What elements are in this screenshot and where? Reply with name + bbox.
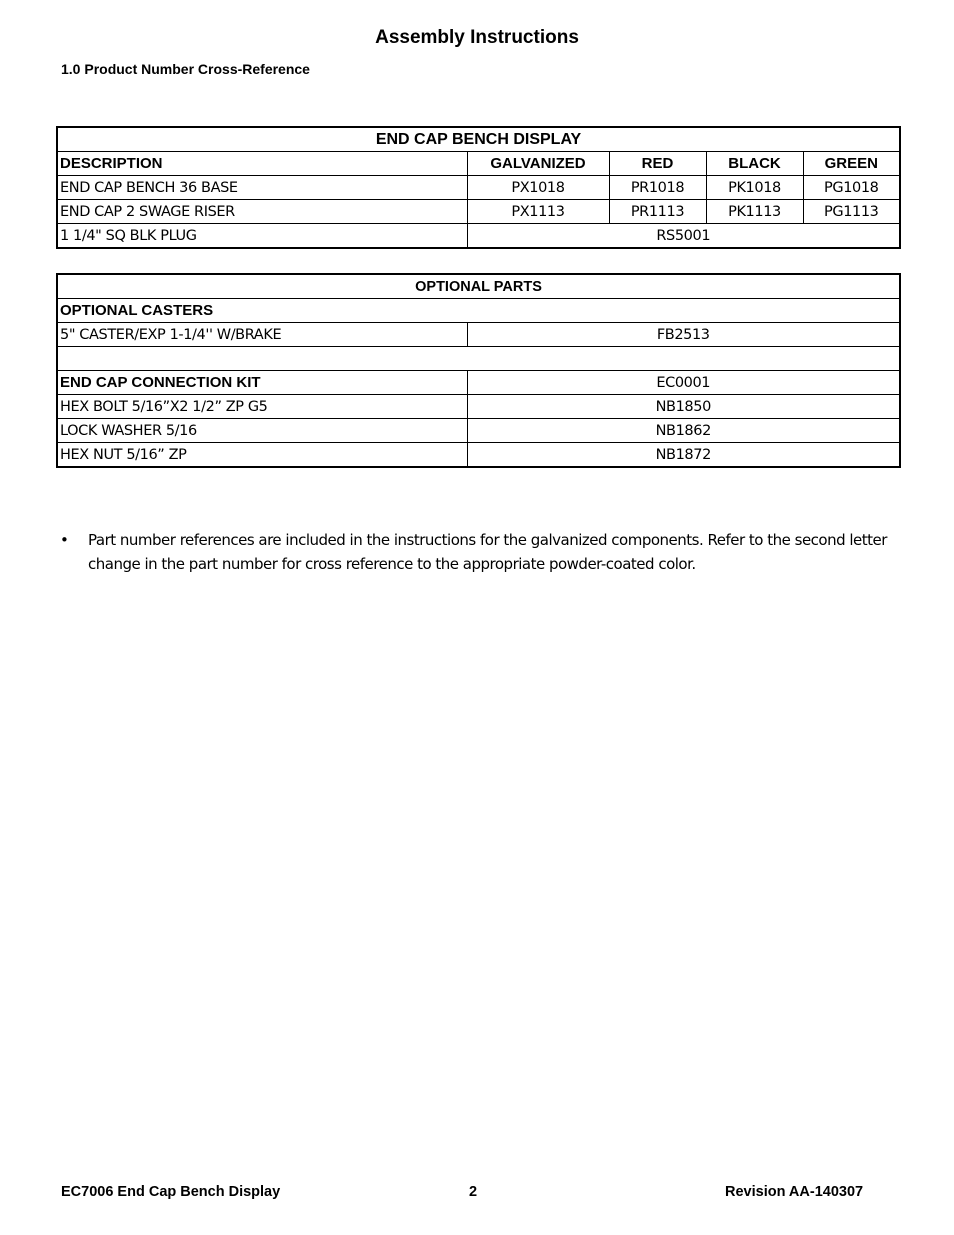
- column-header-black: BLACK: [706, 152, 803, 176]
- row-description: 1 1/4" SQ BLK PLUG: [57, 224, 467, 249]
- part-number: NB1872: [467, 443, 900, 468]
- table-row: [57, 200, 900, 224]
- table-row: [57, 176, 900, 200]
- bullet-note: [60, 528, 900, 576]
- row-description: 5" CASTER/EXP 1-1/4'' W/BRAKE: [57, 323, 467, 347]
- table-row: [57, 323, 900, 347]
- optional-parts-table: [56, 273, 901, 468]
- column-header-red: RED: [609, 152, 706, 176]
- spacer-cell: [57, 347, 900, 371]
- section-heading: 1.0 Product Number Cross-Reference: [61, 61, 310, 77]
- subheading-row: [57, 299, 900, 323]
- footer-page-number: 2: [469, 1184, 478, 1200]
- part-number: NB1850: [467, 395, 900, 419]
- table-row: [57, 419, 900, 443]
- table-row: [57, 395, 900, 419]
- row-description: END CAP BENCH 36 BASE: [57, 176, 467, 200]
- footer-document-title: EC7006 End Cap Bench Display: [61, 1184, 281, 1200]
- part-number: FB2513: [467, 323, 900, 347]
- table-row: [57, 371, 900, 395]
- part-number-galvanized: PX1018: [467, 176, 609, 200]
- optional-casters-heading: OPTIONAL CASTERS: [57, 299, 900, 323]
- table-title-row: [57, 274, 900, 299]
- row-description: HEX BOLT 5/16”X2 1/2” ZP G5: [57, 395, 467, 419]
- note-text: Part number references are included in the instructions for the galvanized components. Refer to the second letter change in the part number for cross reference to the appropriate powder-coated color.: [88, 531, 887, 573]
- part-number: EC0001: [467, 371, 900, 395]
- table-row: [57, 224, 900, 249]
- table-header-row: [57, 152, 900, 176]
- connection-kit-heading: END CAP CONNECTION KIT: [57, 371, 467, 395]
- part-number-red: PR1113: [609, 200, 706, 224]
- part-number-black: PK1018: [706, 176, 803, 200]
- column-header-description: DESCRIPTION: [57, 152, 467, 176]
- part-number-galvanized: PX1113: [467, 200, 609, 224]
- part-number: RS5001: [467, 224, 900, 249]
- table-title-row: [57, 127, 900, 152]
- table-title: OPTIONAL PARTS: [57, 274, 900, 299]
- column-header-green: GREEN: [803, 152, 900, 176]
- page-title: Assembly Instructions: [375, 27, 579, 48]
- part-number-red: PR1018: [609, 176, 706, 200]
- part-number-green: PG1018: [803, 176, 900, 200]
- spacer-row: [57, 347, 900, 371]
- table-row: [57, 443, 900, 468]
- row-description: END CAP 2 SWAGE RISER: [57, 200, 467, 224]
- row-description: HEX NUT 5/16” ZP: [57, 443, 467, 468]
- bullet-icon: •: [60, 531, 69, 549]
- footer-revision: Revision AA-140307: [725, 1184, 864, 1200]
- part-number: NB1862: [467, 419, 900, 443]
- part-number-green: PG1113: [803, 200, 900, 224]
- table-title: END CAP BENCH DISPLAY: [57, 127, 900, 152]
- part-number-black: PK1113: [706, 200, 803, 224]
- row-description: LOCK WASHER 5/16: [57, 419, 467, 443]
- column-header-galvanized: GALVANIZED: [467, 152, 609, 176]
- cross-reference-table: [56, 126, 901, 249]
